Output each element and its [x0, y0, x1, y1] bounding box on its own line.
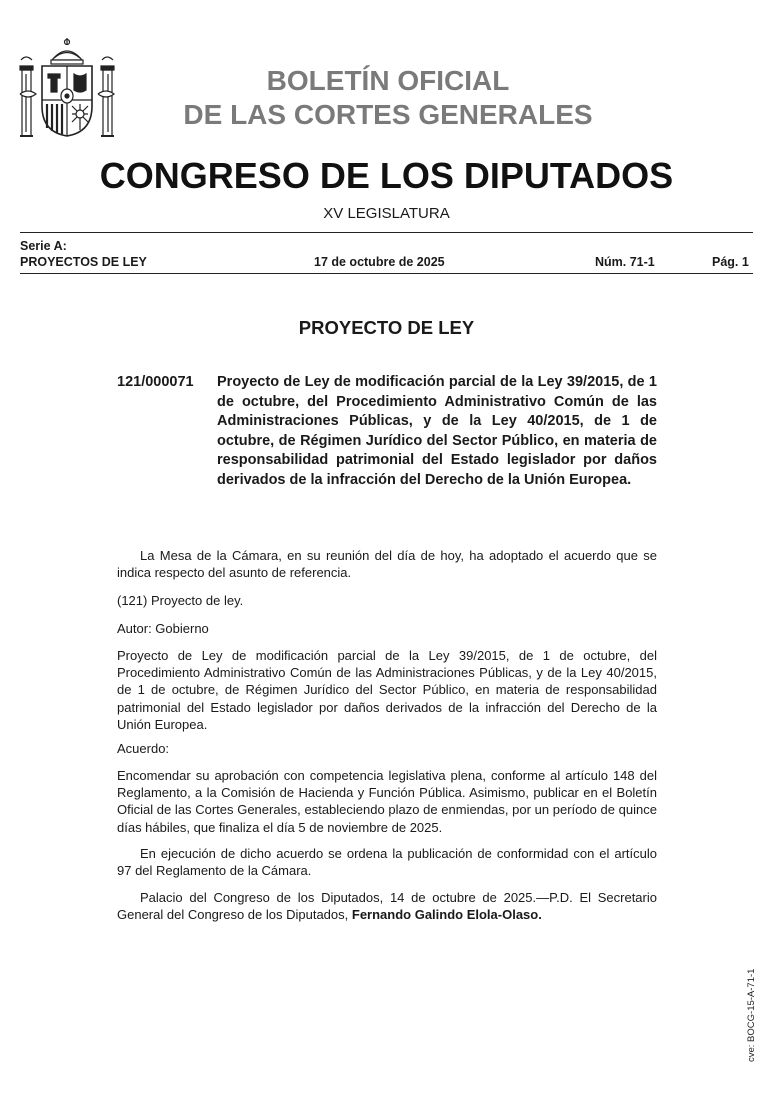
- item-number: 121/000071: [117, 374, 194, 390]
- serie-name: PROYECTOS DE LEY: [20, 255, 147, 269]
- serie-label: Serie A:: [20, 239, 67, 253]
- document-heading: PROYECTO DE LEY: [298, 317, 475, 338]
- paragraph: Proyecto de Ley de modificación parcial de la Ley 39/2015, de 1 de octubre, del Procedimiento Administrativo Común de las Administraciones Públicas, y de la Ley 40/2015, de 1 de octubre, de Régimen Jurídico del Sector Público, en materia de responsabilidad patrimonial del Estado legislador por daños derivados de la infracción del Derecho de la Unión Europea.: [117, 648, 657, 732]
- signatory-name: Fernando Galindo Elola-Olaso.: [351, 907, 542, 923]
- item-title: Proyecto de Ley de modificación parcial de la Ley 39/2015, de 1 de octubre, del Procedimiento Administrativo Común de las Administraciones Públicas, y de la Ley 40/2015, de 1 de octubre, de Régimen Jurídico del Sector Público, en materia de responsabilidad patrimonial del Estado legislador por daños derivados de la infracción del Derecho de la Unión Europea.: [217, 374, 657, 488]
- publication-title-line1: BOLETÍN OFICIAL: [266, 65, 510, 96]
- header-rule-top: [20, 232, 753, 233]
- issue-date: 17 de octubre de 2025: [314, 255, 445, 269]
- cve-code: cve: BOCG-15-A-71-1: [746, 968, 757, 1062]
- coat-of-arms-logo: [18, 36, 116, 140]
- paragraph: En ejecución de dicho acuerdo se ordena la publicación de conformidad con el artículo 97 del Reglamento de la Cámara.: [117, 846, 657, 879]
- paragraph: (121) Proyecto de ley.: [117, 593, 244, 608]
- header-rule-bottom: [20, 273, 753, 274]
- legislature-label: XV LEGISLATURA: [323, 205, 450, 222]
- paragraph: La Mesa de la Cámara, en su reunión del día de hoy, ha adoptado el acuerdo que se indica respecto del asunto de referencia.: [117, 548, 657, 581]
- publication-title-line2: DE LAS CORTES GENERALES: [183, 99, 593, 130]
- issue-number: Núm. 71-1: [595, 255, 655, 269]
- closing-paragraph: [117, 889, 657, 923]
- paragraph: Acuerdo:: [117, 741, 170, 756]
- paragraph: Encomendar su aprobación con competencia legislativa plena, conforme al artículo 148 del Reglamento, a la Comisión de Hacienda y Función Pública. Asimismo, publicar en el Boletín Oficial de las Cortes Generales, estableciendo plazo de enmiendas, por un período de quince días hábiles, que finaliza el día 5 de noviembre de 2025.: [117, 768, 657, 835]
- paragraph: Autor: Gobierno: [117, 621, 209, 636]
- page-number: Pág. 1: [712, 255, 749, 269]
- publication-title: [130, 64, 646, 132]
- chamber-title: CONGRESO DE LOS DIPUTADOS: [99, 155, 674, 196]
- closing-text: Palacio del Congreso de los Diputados, 14 de octubre de 2025.—P.D. El Secretario General del Congreso de los Diputados,: [117, 890, 657, 923]
